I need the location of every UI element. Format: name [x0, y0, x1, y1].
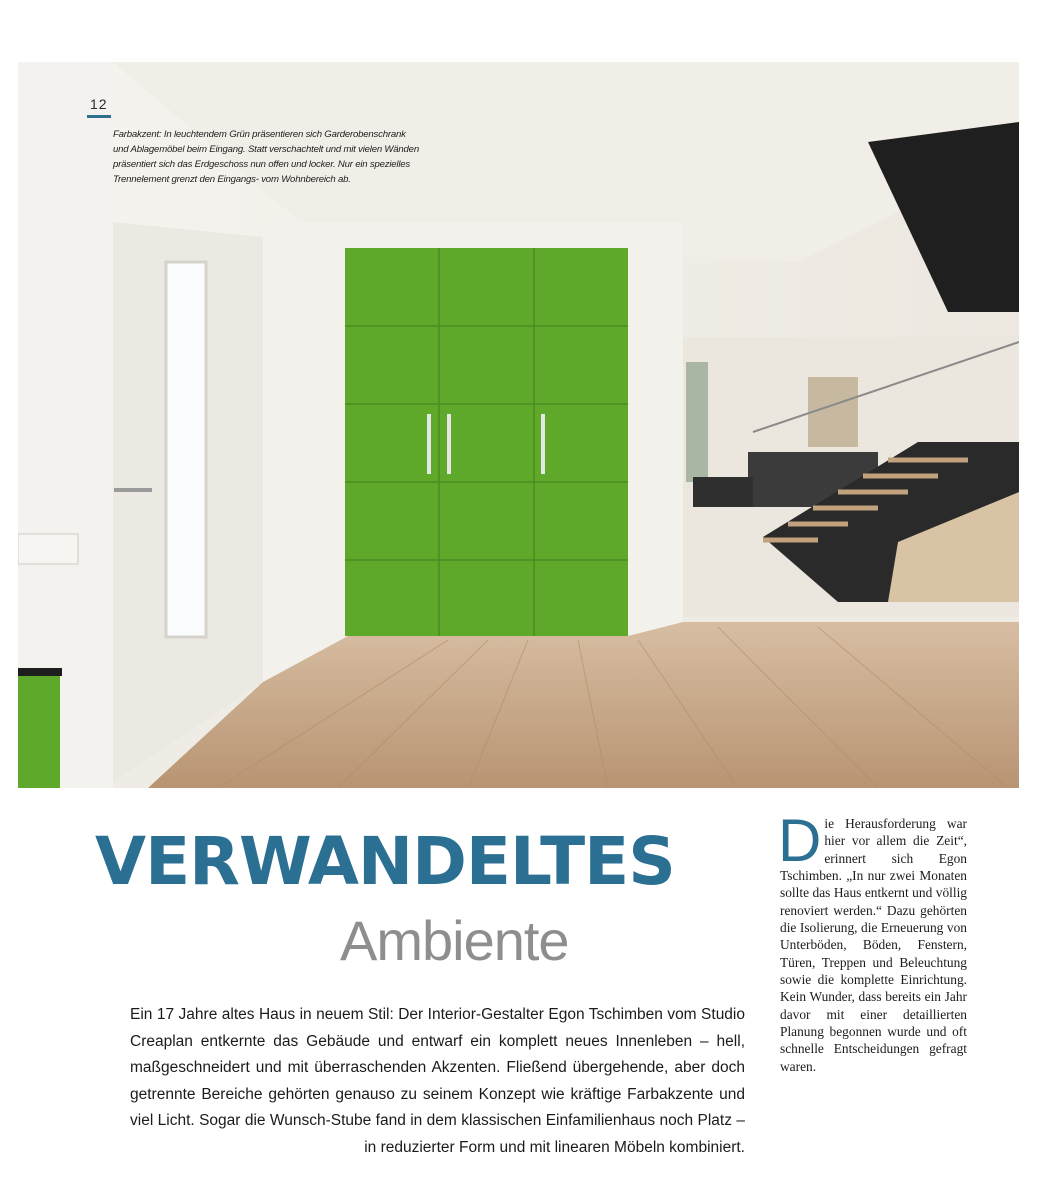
interior-photo: [18, 62, 1019, 788]
article-headline: VERWANDELTES: [95, 823, 675, 900]
photo-caption: Farbakzent: In leuchtendem Grün präsentieren sich Garderobenschrank und Ablagemöbel beim Eingang. Statt verschachtelt und mit vielen Wänden präsentiert sich das Erdgeschoss nun offen und locker. Nur ein spezielles Trennelement grenzt den Eingangs- vom Wohnbereich ab.: [113, 129, 419, 185]
lead-paragraph: Ein 17 Jahre altes Haus in neuem Stil: Der Interior-Gestalter Egon Tschimben vom Studio Creaplan entkernte das Gebäude und entwarf ein komplett neues Innenleben – hell, maßgeschneidert und mit überraschenden Akzenten. Fließend übergehende, aber doch getrennte Bereiche gehörten genauso zu seinem Konzept wie kräftige Farbakzente und viel Licht. Sogar die Wunsch-Stube fand in dem klassischen Einfamilienhaus noch Platz – in reduzierter Form und mit linearen Möbeln kombiniert.: [130, 1006, 745, 1156]
body-text: ie Herausforderung war hier vor allem die Zeit“, erinnert sich Egon Tschimben. „In nur zwei Monaten sollte das Haus entkernt und völlig renoviert werden.“ Dazu gehörten die Isolierung, die Erneuerung von Unterböden, Böden, Fenstern, Türen, Treppen und Beleuchtung sowie die komplette Einrichtung. Kein Wunder, dass bereits ein Jahr davor mit einer detaillierten Planung begonnen wurde und oft schnelle Entscheidungen gefragt waren.: [780, 816, 967, 1074]
body-column: [778, 807, 967, 1075]
page-number: 12: [90, 96, 108, 112]
article-subhead: Ambiente: [340, 909, 569, 972]
drop-cap: D: [778, 807, 822, 874]
page-number-rule: [87, 115, 111, 118]
